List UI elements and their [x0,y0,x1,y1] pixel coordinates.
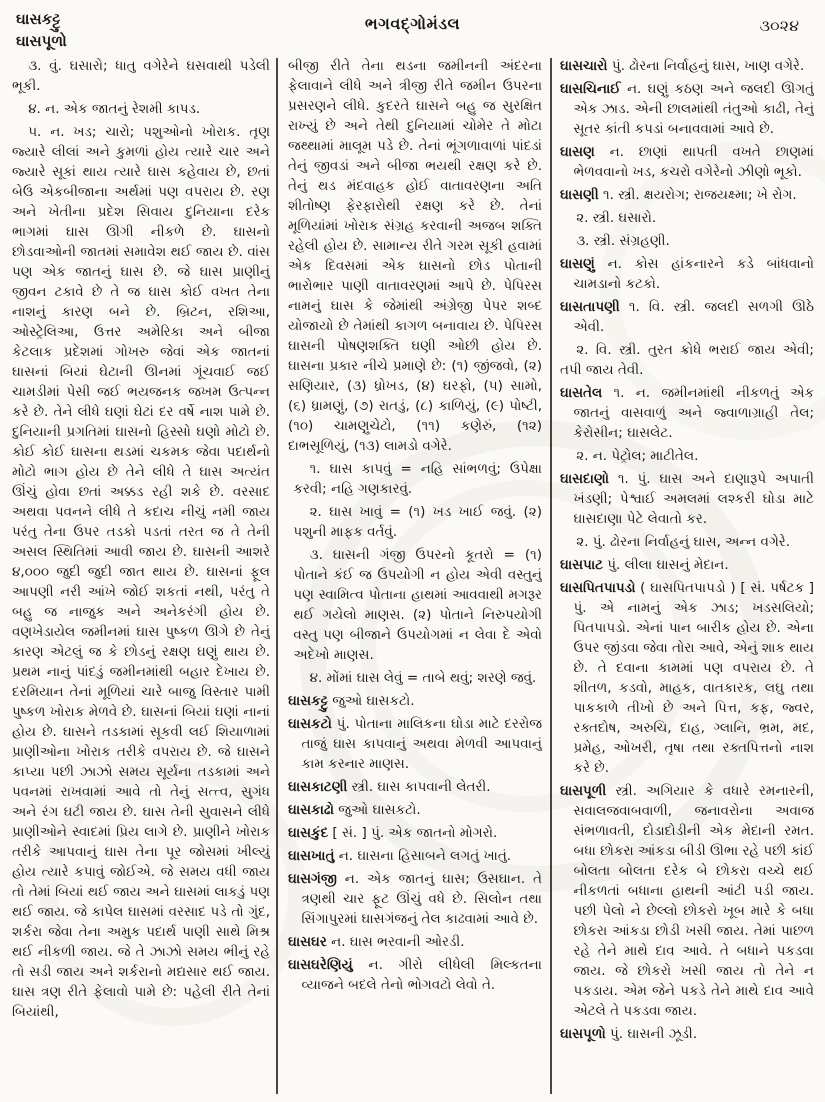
text-paragraph: ૩. સ્ત્રી. સંગ્રહણી. [576,233,670,249]
headword: ઘાસપિતપાપડો [560,580,636,596]
entry-paragraph: ઘાસગંજી ન. એક જાતનું ઘાસ; ઉસઘાન. તે ત્રણથી ચાર ફૂટ ઊંચું વધે છે. સિલોન તથા સિંગાપુરમાં ઘાસગંજનું તેલ કાઢવામાં આવે છે. [288,871,542,927]
running-head-first-word: ઘાસકટ્ટુ [16,10,61,28]
text-paragraph: ૫. ન. ખડ; ચારો; પશુઓનો ખોરાક. તૃણ જ્યારે લીલાં અને કુમળાં હોય ત્યારે ચાર અને જ્યારે સૂકાં થાય ત્યારે ઘાસ કહેવાય છે, છતાં બેઉ એકબીજાના અર્થમાં પણ વપરાય છે. રણ અને ખેતીના પ્રદેશ સિવાય દુનિયાના દરેક ભાગમાં ઘાસ ઊગી નીકળે છે. ઘાસનો છોડવાઓની જાતમાં સમાવેશ થઈ જાય છે. વાંસ પણ એક જાતનું ઘાસ છે. જે ઘાસ પ્રાણીનું જીવન ટકાવે છે તે જ ઘાસ કોઈ વખત તેના નાશનું કારણ બને છે. બ્રિટન, રશિઆ, ઓસ્ટ્રેલિઆ, ઉત્તર અમેરિકા અને બીજા કેટલાક પ્રદેશમાં ગોખરુ જેવાં એક જાતનાં ઘાસનાં બિયાં ઘેટાની ઊનમાં ગૂંચવાઈ જઈ ચામડીમાં પેસી જઈ ભયજનક જખમ ઉત્પન્ન કરે છે. તેને લીધે ઘણાં ઘેટાં દર વર્ષે નાશ પામે છે. દુનિયાની પ્રગતિમાં ઘાસનો હિસ્સો ઘણો મોટો છે. કોઈ કોઈ ઘાસના થડમાં ચકમક જેવા પદાર્થનો મોટો ભાગ હોય છે તેને લીધે તે ઘાસ અત્યંત ઊંચું હોવા છતાં અક્કડ રહી શકે છે. વરસાદ અથવા પવનને લીધે તે કદાચ નીચું નમી જાય પરંતુ તેના ઉપર તડકો પડતાં તરત જ તે તેની અસલ સ્થિતિમાં આવી જાય છે. ઘાસની આશરે ૪,૦૦૦ જુદી જુદી જાત થાય છે. ઘાસનાં ફૂલ આપણી નરી આંખે જોઈ શકતાં નથી, પરંતુ તે બહુ જ નાજુક અને અનેકરંગી હોય છે. વણખેડાયેલ જમીનમાં ઘાસ પુષ્કળ ઊગે છે તેનું કારણ એટલું જ કે છોડનું રક્ષણ ઘણું થાય છે. પ્રથમ નાનું પાંદડું જમીનમાંથી બહાર દેખાય છે. દરમિયાન તેનાં મૂળિયાં ચારે બાજુ વિસ્તાર પામી પુષ્કળ ખોરાક મેળવે છે. ઘાસનાં બિયાં ઘણાં નાનાં હોય છે. ઘાસને તડકામાં સૂકવી લઈ શિયાળામાં પ્રાણીઓના ખોરાક તરીકે વપરાય છે. જે ઘાસને કાપ્યા પછી ઝાઝો સમય સૂર્યના તડકામાં અને પવનમાં રાખવામાં આવે તો તેનું સત્ત્વ, સુગંધ અને રંગ ઘટી જાય છે. ઘાસ તેની સુવાસને લીધે પ્રાણીઓને સ્વાદમાં પ્રિય લાગે છે. પ્રાણીને ખોરાક તરીકે આપવાનું ઘાસ તેના પૂર જોસમાં ખીલ્યું હોય ત્યારે કપાવું જોઈએ. જે સમય વધી જાય તો તેમાં બિયાં થઈ જાય અને ઘાસમાં લાકડું પણ થઈ જાય. જે કાપેલ ઘાસમાં વરસાદ પડે તો ગુંદ, શર્કરા જેવા તેના અમુક પદાર્થ પાણી સાથે મિશ્ર થઈ નીકળી જાય. જે તે ઝાઝો સમય ભીનું રહે તો સડી જાય અને શર્કરાનો મદ્યસાર થઈ જાય. ઘાસ ત્રણ રીતે ફેલાવો પામે છે: પહેલી રીતે તેનાં બિયાંથી, [12,124,270,1020]
headword: ઘાસતાપણી [560,299,620,315]
page-title: ભગવદ્ગોમંડલ [364,14,461,33]
entry-paragraph: ઘાસપિતપાપડો ( ઘાસપિતપાપડો ) [ સં. પર્ષટક ] પું. એ નામનું એક ઝાડ; ખડસલિયો; પિતપાપડો. એનાં પાન બારીક હોય છે. એના ઉપર જીંડવા જેવા તોરા આવે, એનું શાક થાય છે. તે દવાના કામમાં પણ વપરાય છે. તે શીતળ, કડવો, માહક, વાતકારક, લઘુ તથા પાકકાળે તીખો છે અને પિત્ત, કફ, જ્વર, રક્તદોષ, અરુચિ, દાહ, ગ્લાનિ, ભ્રમ, મદ, પ્રમેહ, ઓખરી, તૃષા તથા રક્તપિત્તનો નાશ કરે છે. [560,580,814,776]
entry-paragraph: ઘાસપાટ પું. લીલા ઘાસનું મેદાન. [560,557,729,573]
entry-paragraph: ઘાસચારો પું. ઢોરના નિર્વાહનું ઘાસ, ખાણ વગેરે. [560,58,805,74]
entry-paragraph: ઘાસકાટણી સ્ત્રી. ઘાસ કાપવાની લેતરી. [288,779,491,795]
headword: ઘાસતેલ [560,385,603,401]
entry-paragraph: ઘાસણી ૧. સ્ત્રી. ક્ષયરોગ; રાજયક્ષ્મા; ખે રોગ. [560,187,797,203]
text-paragraph: ૨. સ્ત્રી. ઘસારો. [576,210,657,226]
entry-paragraph: ઘાસદાણો ૧. પું. ઘાસ અને દાણારૂપે અપાતી ખંડણી; પેશ્વાઈ અમલમાં લશ્કરી ઘોડા માટે ઘાસદાણા પેટે લેવાતો કર. [560,471,814,527]
entry-paragraph: ઘાસખાતું ન. ઘાસના હિસાબને લગતું ખાતું. [288,848,512,864]
text-paragraph: ૨. ન. પેટ્રોલ; માટીતેલ. [576,448,699,464]
text-paragraph: ૪. મોંમાં ઘાસ લેવું = તાબે થવું; શરણે જવું. [309,670,537,686]
headword: ઘાસચિનાઈ [560,81,621,97]
text-paragraph: ૪. ન. એક જાતનું રેશમી કાપડ. [28,101,201,117]
text-paragraph: બીજી રીતે તેના થડના જમીનની અંદરના ફેલાવાને લીધે અને ત્રીજી રીતે જમીન ઉપરના પ્રસરણને લીધે. કુદરતે ઘાસને બહુ જ સુરક્ષિત રાખ્યું છે અને તેથી દુનિયામાં ચોમેર તે મોટા જથ્થામાં માલૂમ પડે છે. તેનાં ભૂંગળાવાળાં પાંદડાં તેનું જીવડાં અને બીજા ભયથી રક્ષણ કરે છે. તેનું થડ મંદવાહક હોઈ વાતાવરણના અતિ શીતોષ્ણ ફેરફારોથી રક્ષણ કરે છે. તેનાં મૂળિયાંમાં ખોરાક સંગ્રહ કરવાની અજબ શક્તિ રહેલી હોય છે. સામાન્ય રીતે ગરમ સૂકી હવામાં એક દિવસમાં એક ઘાસનો છોડ પોતાની ભારોભાર પાણી વાતાવરણમાં આપે છે. પેપિરસ નામનું ઘાસ કે જેમાંથી અંગ્રેજી પેપર શબ્દ યોજાયો છે તેમાંથી કાગળ બનાવાય છે. પેપિરસ ઘાસની પોષણશક્તિ ઘણી ઓછી હોય છે. ઘાસના પ્રકાર નીચે પ્રમાણે છે: (૧) જીંજવો, (૨) સણિયાર, (૩) ધ્રોખડ, (૪) ઘરફો, (૫) સામો, (૬) ધ્રામણું, (૭) રાતડું, (૮) કાળિયું, (૯) પોષ્ટી, (૧૦) ચામણુચેટો, (૧૧) કણેરું, (૧૨) દાભસૂળિયું, (૧૩) લામડો વગેરે. [288,58,542,454]
headword: ઘાસકાટણી [288,779,348,795]
headword: ઘાસચારો [560,58,608,74]
headword: ઘાસદાણો [560,471,610,487]
headword: ઘાસઘરેણિયું [288,957,353,973]
text-paragraph: ૧. ઘાસ કાપવું = નહિ સાંભળવું; ઉપેક્ષા કરવી; નહિ ગણકારવું. [293,461,542,497]
headword: ઘાસપૂળી [560,783,607,799]
text-paragraph: ૨. ઘાસ ખાવું = (૧) ખડ ખાઈ જવું. (૨) પશુની માફક વર્તવું. [293,504,542,540]
entry-paragraph: ઘાસકટો પું. પોતાના માલિકના ઘોડા માટે દરરોજ તાજું ઘાસ કાપવાનું અથવા મેળવી આપવાનું કામ કરનાર માણસ. [288,716,542,772]
headword: ઘાસપાટ [560,557,603,573]
entry-paragraph: ઘાસકુંદ [ સં. ] પું. એક જાતનો મોગરો. [288,825,498,841]
entry-paragraph: ઘાસઘરેણિયું ન. ગીરો લીધેલી મિલ્કતના વ્યાજને બદલે તેનો ભોગવટો લેવો તે. [288,957,542,993]
text-paragraph: ૨. વિ. સ્ત્રી. તુરત ક્રોધે ભરાઈ જાય એવી; તપી જાય તેવી. [560,342,814,378]
headword: ઘાસગંજી [288,871,337,887]
column-divider [276,58,278,1094]
entry-paragraph: ઘાસતાપણી ૧. વિ. સ્ત્રી. જલદી સળગી ઊઠે એવી. [560,299,814,335]
text-paragraph: ૩. વું. ઘસારો; ધાતુ વગેરેને ઘસવાથી પડેલી ભૂકી. [12,58,270,94]
column-divider [550,58,552,1094]
text-paragraph: ૨. પું. ઢોરના નિર્વાહનું ઘાસ, અન્ન વગેરે. [576,534,791,550]
headword: ઘાસકટો [288,716,332,732]
headword: ઘાસકટ્ટુ [288,693,328,709]
column-3 [560,56,814,1100]
headword: ઘાસખાતું [288,848,335,864]
headword: ઘાસકુંદ [288,825,329,841]
entry-paragraph: ઘાસપૂળી સ્ત્રી. અગિયાર કે વધારે રમનારની, સવાલજવાબવાળી, જનાવરોના અવાજ સંભળાવતી, દોડાદોડીની એક મેદાની રમત. બધા છોકરા આંકડા બીડી ઊભા રહે પછી કાંઈ બોલતા બોલતા દરેક બે છોકરા વચ્ચે થઈ નીકળતાં બધાના હાથની આંટી પડી જાય. પછી પેલો ને છેલ્લો છોકરો ખૂબ મારે કે બધા છોકરા આંકડા છોડી ખસી જાય. તેમાં પાછળ રહે તેને માથે દાવ આવે. તે બધાને પકડવા જાય. જે છોકરો ખસી જાય તો તેને ન પકડાય. એમ જેને પકડે તેને માથે દાવ આવે એટલે તે પકડવા જાય. [560,783,814,1019]
entry-paragraph: ઘાસતેલ ૧. ન. જમીનમાંથી નીકળતું એક જાતનું વાસવાળું અને જ્વાળાગ્રાહી તેલ; કેરોસીન; ઘાસલેટ. [560,385,814,441]
headword: ઘાસઘર [288,934,327,950]
entry-paragraph: ઘાસણ ન. છાણાં થાપતી વખતે છાણમાં ભેળવવાનો ખડ, કચરો વગેરેનો ઝીણો ભૂકો. [560,144,814,180]
entry-paragraph: ઘાસપૂળો પું. ઘાસની ઝૂડી. [560,1026,698,1042]
running-head-last-word: ઘાસપૂળો [16,32,67,50]
headword: ઘાસણું [560,256,595,272]
entry-paragraph: ઘાસચિનાઈ ન. ઘણું કઠણ અને જલદી ઊગતું એક ઝાડ. એની છાલમાંથી તંતુઓ કાઢી, તેનું સૂતર કાંતી કપડાં બનાવવામાં આવે છે. [560,81,814,137]
text-body [0,56,825,1100]
entry-paragraph: ઘાસઘર ન. ઘાસ ભરવાની ઓરડી. [288,934,465,950]
entry-paragraph: ઘાસણું ન. કોસ હાંકનારને કડે બાંધવાનો ચામડાનો કટકો. [560,256,814,292]
page-number: ૩૦૨૪ [759,16,799,35]
headword: ઘાસણી [560,187,599,203]
headword: ઘાસકાઢો [288,802,334,818]
column-2 [288,56,542,1100]
column-1 [12,56,270,1100]
headword: ઘાસપૂળો [560,1026,606,1042]
entry-paragraph: ઘાસકાઢો જુઓ ઘાસકટો. [288,802,421,818]
entry-paragraph: ઘાસકટ્ટુ જુઓ ઘાસકટો. [288,693,415,709]
text-paragraph: ૩. ઘાસની ગંજી ઉપરનો કૂતરો = (૧) પોતાને કંઈ જ ઉપયોગી ન હોય એવી વસ્તુનું પણ સ્વામિત્વ પોતાના હાથમાં આવવાથી મગરૂર થઈ ગયેલો માણસ. (૨) પોતાને નિરુપયોગી વસ્તુ પણ બીજાને ઉપયોગમાં ન લેવા દે એવો અદેખો માણસ. [293,547,542,663]
headword: ઘાસણ [560,144,595,160]
